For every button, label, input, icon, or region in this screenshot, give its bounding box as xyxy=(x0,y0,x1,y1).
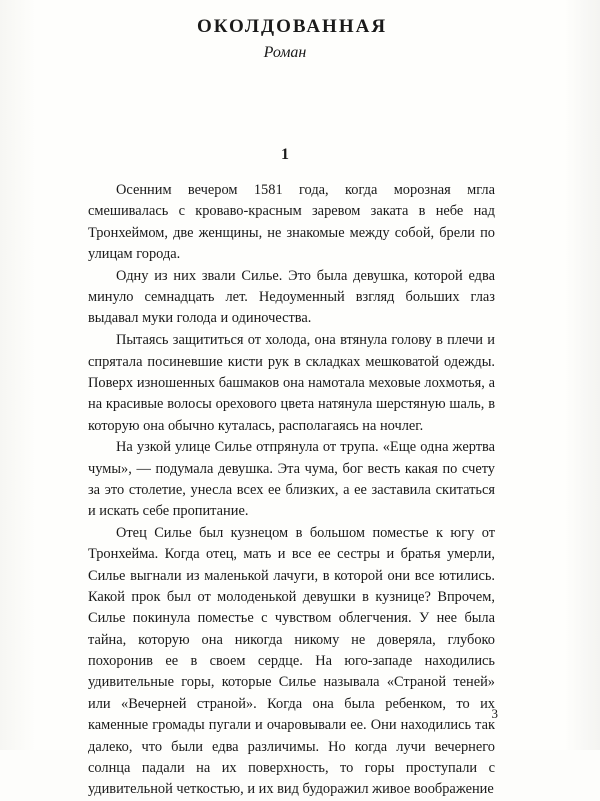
book-subtitle: Роман xyxy=(263,44,307,61)
body-text xyxy=(88,180,495,801)
chapter-number: 1 xyxy=(281,146,289,163)
paragraph: Пытаясь защититься от холода, она втянула голову в плечи и спрятала посиневшие кисти рук в складках мешковатой одежды. Поверх изношенных башмаков она намотала меховые лохмотья, а на красивые волосы орехового цвета натянула шерстяную шаль, в которую она обычно куталась, располагаясь на ночлег. xyxy=(88,332,495,434)
book-title: ОКОЛДОВАННАЯ xyxy=(196,16,388,37)
paragraph: Отец Силье был кузнецом в большом поместье к югу от Тронхейма. Когда отец, мать и все ее сестры и братья умерли, Силье выгнали из маленькой лачуги, в которой они все ютились. Какой прок был от молоденькой девушки в кузнице? Впрочем, Силье покинула поместье с чувством облегчения. У нее была тайна, которую она никогда никому не доверяла, глубоко похоронив ее в своем сердце. На юго-западе находились удивительные горы, которые Силье называла «Страной теней» или «Вечерней страной». Когда она была ребенком, то их каменные громады пугали и очаровывали ее. Они находились так далеко, что были едва различимы. Но когда лучи вечернего солнца падали на их поверхность, то горы проступали с удивительной четкостью, и их вид будоражил живое воображение xyxy=(88,525,495,798)
paragraph: На узкой улице Силье отпрянула от трупа. «Еще одна жертва чумы», — подумала девушка. Эта чума, бог весть какая по счету за это столетие, унесла всех ее близких, а ее заставила скитаться и искать себе пропитание. xyxy=(88,439,495,520)
paragraph: Осенним вечером 1581 года, когда морозная мгла смешивалась с кроваво-красным заревом заката в небе над Тронхеймом, две женщины, не знакомые между собой, брели по улицам города. xyxy=(88,182,495,263)
page-number: 3 xyxy=(491,706,498,721)
paragraph: Одну из них звали Силье. Это была девушка, которой едва минуло семнадцать лет. Недоуменный взгляд больших глаз выдавал муки голода и одиночества. xyxy=(88,267,495,327)
